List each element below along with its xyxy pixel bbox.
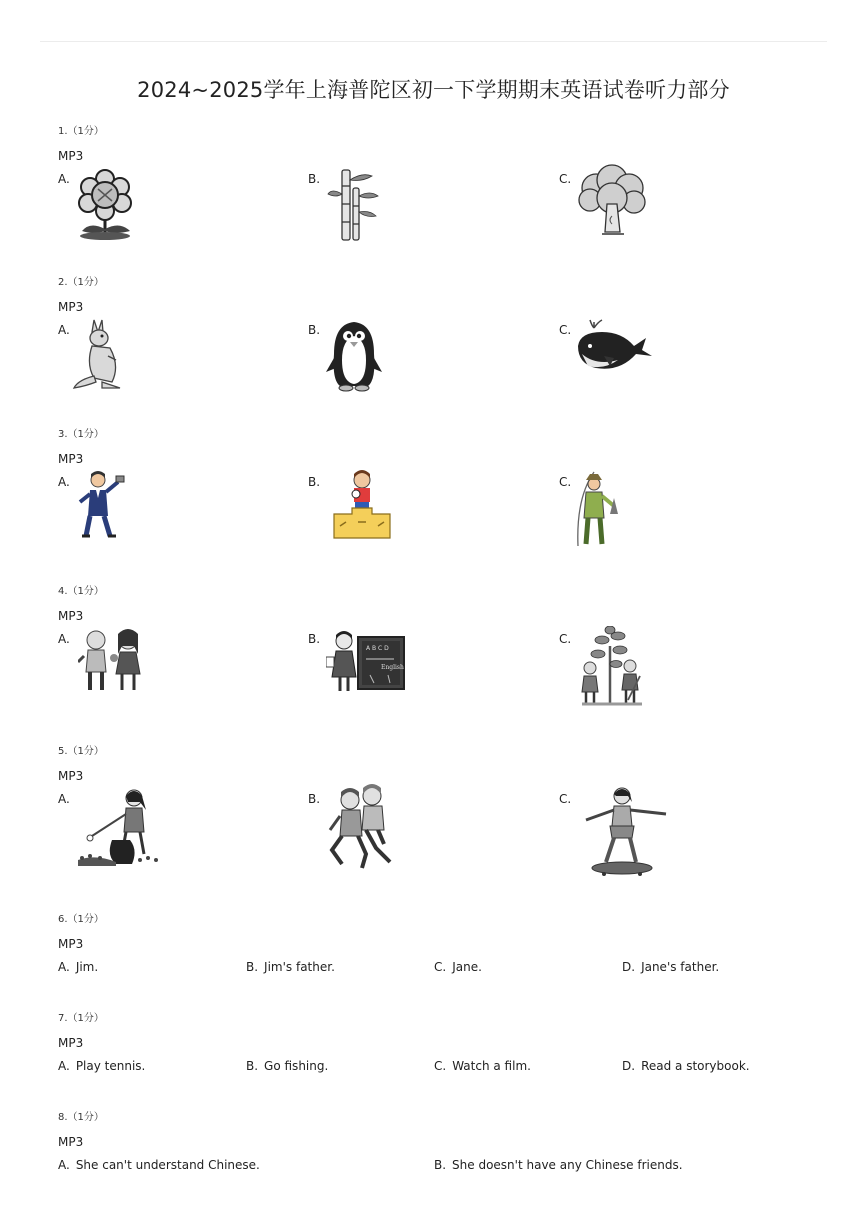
kangaroo-image[interactable] bbox=[72, 316, 130, 392]
option-a-label: A. bbox=[58, 632, 70, 646]
boy-on-podium-image[interactable] bbox=[332, 468, 392, 540]
mp3-audio-link[interactable]: MP3 bbox=[58, 937, 84, 951]
penguin-image[interactable] bbox=[324, 318, 384, 392]
teacher-at-blackboard-image[interactable] bbox=[326, 627, 406, 695]
option-a-label: A. bbox=[58, 323, 70, 337]
bamboo-image[interactable] bbox=[326, 166, 380, 242]
svg-text:A B C D: A B C D bbox=[366, 645, 389, 652]
option-a-label: A. bbox=[58, 475, 70, 489]
question-number: 3.（1分） bbox=[58, 429, 104, 440]
question-number: 1.（1分） bbox=[58, 126, 104, 137]
mp3-audio-link[interactable]: MP3 bbox=[58, 300, 84, 314]
mp3-audio-link[interactable]: MP3 bbox=[58, 452, 84, 466]
mp3-audio-link[interactable]: MP3 bbox=[58, 609, 84, 623]
fisherman-image[interactable] bbox=[574, 468, 630, 550]
mp3-audio-link[interactable]: MP3 bbox=[58, 1135, 84, 1149]
option-b[interactable]: B. She doesn't have any Chinese friends. bbox=[434, 1158, 683, 1172]
option-b-label: B. bbox=[308, 792, 321, 806]
option-c-label: C. bbox=[559, 323, 572, 337]
question-number: 7.（1分） bbox=[58, 1013, 104, 1024]
girl-picking-litter-image[interactable] bbox=[76, 784, 160, 868]
option-b-label: B. bbox=[308, 475, 321, 489]
page-title: 2024~2025学年上海普陀区初一下学期期末英语试卷听力部分 bbox=[137, 78, 730, 102]
children-planting-tree-image[interactable] bbox=[576, 626, 648, 708]
question-number: 8.（1分） bbox=[58, 1112, 104, 1123]
question-number: 5.（1分） bbox=[58, 746, 104, 757]
option-b-label: B. bbox=[308, 323, 321, 337]
option-a[interactable]: A. She can't understand Chinese. bbox=[58, 1158, 260, 1172]
option-b-label: B. bbox=[308, 172, 321, 186]
page-top-divider bbox=[40, 41, 827, 42]
two-children-talking-image[interactable] bbox=[78, 626, 148, 694]
option-b[interactable]: B. Jim's father. bbox=[246, 960, 335, 974]
sunflower-image[interactable] bbox=[70, 165, 140, 241]
singer-image[interactable] bbox=[74, 468, 130, 540]
option-d[interactable]: D. Read a storybook. bbox=[622, 1059, 750, 1073]
option-b-label: B. bbox=[308, 632, 321, 646]
option-b[interactable]: B. Go fishing. bbox=[246, 1059, 329, 1073]
mp3-audio-link[interactable]: MP3 bbox=[58, 769, 84, 783]
option-a-label: A. bbox=[58, 172, 70, 186]
option-d[interactable]: D. Jane's father. bbox=[622, 960, 720, 974]
question-number: 4.（1分） bbox=[58, 586, 104, 597]
svg-text:English: English bbox=[381, 664, 404, 671]
option-c-label: C. bbox=[559, 792, 572, 806]
girl-skateboarding-image[interactable] bbox=[582, 786, 670, 876]
question-number: 6.（1分） bbox=[58, 914, 104, 925]
tree-image[interactable] bbox=[574, 164, 650, 238]
option-c[interactable]: C. Watch a film. bbox=[434, 1059, 531, 1073]
whale-image[interactable] bbox=[574, 318, 654, 374]
children-playing-image[interactable] bbox=[326, 784, 398, 874]
option-a[interactable]: A. Jim. bbox=[58, 960, 99, 974]
mp3-audio-link[interactable]: MP3 bbox=[58, 149, 84, 163]
option-c-label: C. bbox=[559, 632, 572, 646]
option-a[interactable]: A. Play tennis. bbox=[58, 1059, 146, 1073]
option-a-label: A. bbox=[58, 792, 70, 806]
option-c[interactable]: C. Jane. bbox=[434, 960, 482, 974]
option-c-label: C. bbox=[559, 172, 572, 186]
question-number: 2.（1分） bbox=[58, 277, 104, 288]
option-c-label: C. bbox=[559, 475, 572, 489]
mp3-audio-link[interactable]: MP3 bbox=[58, 1036, 84, 1050]
